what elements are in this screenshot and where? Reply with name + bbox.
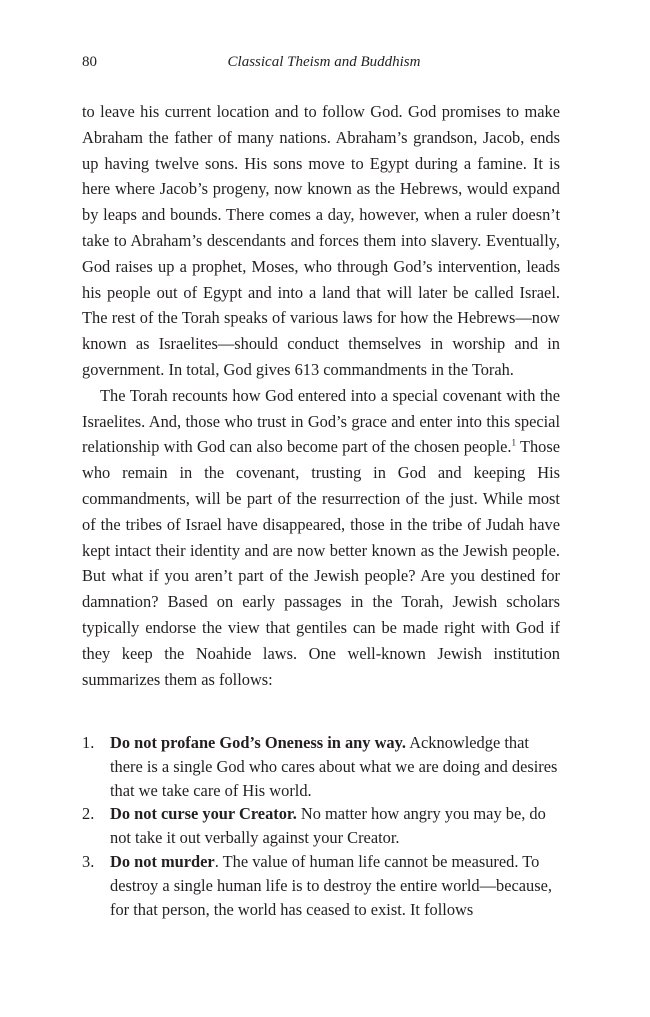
noahide-laws-list	[82, 731, 560, 921]
paragraph-1	[82, 99, 560, 383]
list-item	[82, 802, 560, 850]
body-text	[82, 99, 560, 692]
footnote-marker: 1	[511, 437, 517, 448]
page-number: 80	[82, 54, 97, 70]
list-item-title: Do not profane God’s Oneness in any way.	[110, 733, 406, 752]
list-item-number: 1.	[82, 733, 95, 752]
list-item-title: Do not murder	[110, 851, 215, 871]
list-item-number: 2.	[82, 804, 95, 824]
paragraph-2-text-after: Those who remain in the covenant, trusting in God and keeping His commandments, will be part of the resurrection of the just. While most of the tribes of Israel have disappeared, those in the tribe of Judah have kept intact their identity and are now better known as the Jewish people. But what if you aren’t part of the Jewish people? Are you destined for damnation? Based on early passages in the Torah, Jewish scholars typically endorse the view that gentiles can be made right with God if they keep the Noahide laws. One well-known Jewish institution summarizes them as follows:	[82, 437, 560, 689]
list-item-title: Do not curse your Creator.	[110, 804, 297, 824]
paragraph-2-text-before: The Torah recounts how God entered into a special covenant with the Israelites. And, those who trust in God’s grace and enter into this special relationship with God can also become part of the chosen people.	[82, 385, 560, 457]
running-title: Classical Theism and Buddhism	[227, 54, 421, 70]
list-item	[82, 850, 560, 921]
paragraph-1-text: to leave his current location and to follow God. God promises to make Abraham the father of many nations. Abraham’s grandson, Jacob, ends up having twelve sons. His sons move to Egypt during a famine. It is here where Jacob’s progeny, now known as the Hebrews, would expand by leaps and bounds. There comes a day, however, when a ruler doesn’t take to Abraham’s descendants and forces them into slavery. Eventually, God raises up a prophet, Moses, who through God’s intervention, leads his people out of Egypt and into a land that will later be called Israel. The rest of the Torah speaks of various laws for how the Hebrews—now known as Israelites—should conduct themselves in worship and in government. In total, God gives 613 commandments in the Torah.	[82, 102, 560, 379]
list-item-text: Acknowledge that there is a single God who cares about what we are doing and desires that we take care of His world.	[110, 733, 558, 800]
list-item-text: No matter how angry you may be, do not take it out verbally against your Creator.	[110, 804, 546, 848]
paragraph-2	[82, 383, 560, 693]
list-item	[82, 731, 560, 802]
list-item-number: 3.	[82, 851, 95, 871]
list-item-text: . The value of human life cannot be measured. To destroy a single human life is to destroy the entire world—because, for that person, the world has ceased to exist. It follows	[110, 851, 552, 919]
